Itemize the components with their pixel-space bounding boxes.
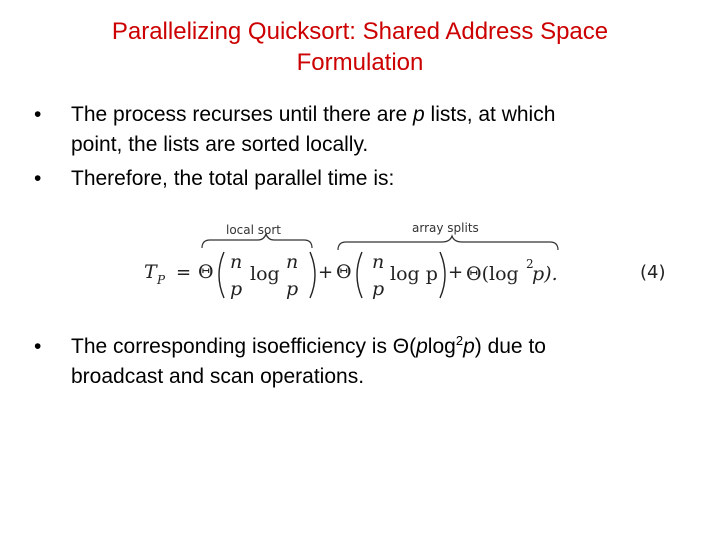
- frac3-den: p: [372, 278, 385, 300]
- equation-number: (4): [640, 262, 666, 283]
- formula-log-1: log: [250, 263, 280, 285]
- bullet-text: Therefore, the total parallel time is:: [71, 167, 395, 190]
- bullet-line: The process recurses until there are p lists, at which: [71, 103, 556, 126]
- brace-label-array-splits: array splits: [412, 221, 479, 235]
- bullet-item-3: [34, 332, 674, 392]
- formula-lhs-t: T: [144, 261, 157, 283]
- formula-graphic: [140, 212, 700, 308]
- paren-right-1: [310, 252, 315, 298]
- formula-sq: 2: [526, 257, 534, 271]
- title-line-2: Formulation: [296, 49, 424, 76]
- frac3-num: n: [372, 251, 385, 273]
- formula-plus-2: +: [448, 262, 464, 283]
- formula-theta-1: Θ: [198, 261, 214, 283]
- bullet-line: broadcast and scan operations.: [71, 365, 365, 388]
- bullet-marker: •: [34, 167, 42, 190]
- bullet-item-2: [34, 164, 674, 194]
- formula-log-p: log p: [390, 263, 438, 285]
- brace-label-local-sort: local sort: [226, 223, 282, 237]
- bullet-text: [71, 100, 555, 160]
- bullet-item-1: [34, 100, 674, 160]
- bullet-line: The corresponding isoefficiency is Θ(plog$^2$p) due to: [71, 333, 546, 358]
- paren-left-2: [357, 252, 362, 298]
- formula-p-close: p).: [532, 263, 558, 285]
- title-line-1: Parallelizing Quicksort: Shared Address Space: [111, 18, 609, 45]
- bullet-text: [71, 332, 546, 392]
- frac2-den: p: [286, 278, 299, 300]
- bullet-marker: •: [34, 103, 42, 126]
- bullet-marker: •: [34, 335, 42, 358]
- bullet-line: point, the lists are sorted locally.: [71, 133, 369, 156]
- overbrace-array-splits: [338, 236, 558, 250]
- formula-lhs-sub: P: [157, 273, 166, 287]
- frac1-num: n: [230, 251, 243, 273]
- paren-left-1: [219, 252, 224, 298]
- formula-equals: =: [176, 262, 192, 283]
- frac1-den: p: [230, 278, 243, 300]
- formula-theta-2: Θ: [336, 261, 352, 283]
- frac2-num: n: [286, 251, 299, 273]
- formula-theta-log-sq: Θ(log: [466, 263, 519, 285]
- parallel-time-formula: [140, 212, 700, 308]
- paren-right-2: [440, 252, 445, 298]
- formula-plus-1: +: [318, 262, 334, 283]
